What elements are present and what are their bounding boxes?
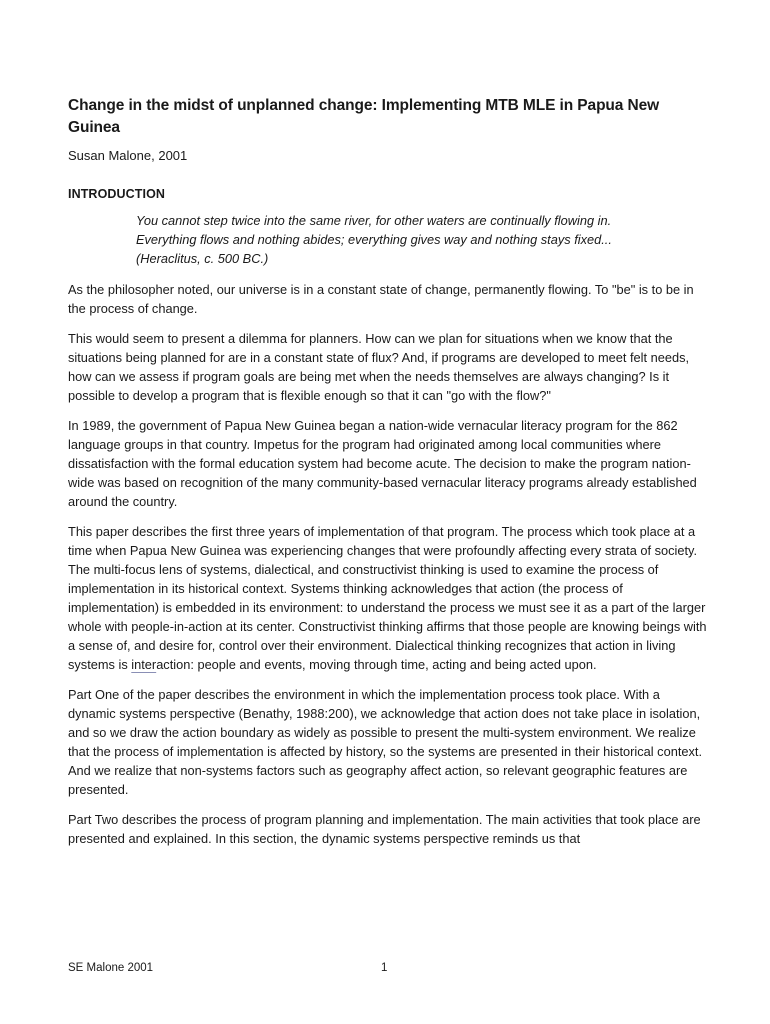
paragraph-2: This would seem to present a dilemma for planners. How can we plan for situations when we know that the situations being planned for are in a constant state of flux? And, if programs are developed to meet felt needs, how can we assess if program goals are being met when the needs themselves are always changing? Is it possible to develop a program that is flexible enough so that it can "go with the flow?" bbox=[68, 331, 690, 403]
paragraph-6: Part Two describes the process of program planning and implementation. The main activities that took place are presented and explained. In this section, the dynamic systems perspective reminds us that bbox=[68, 812, 701, 846]
paragraph-4-text-before: This paper describes the first three years of implementation of that program. The process which took place at a time when Papua New Guinea was experiencing changes that were profoundly affecting every strata of society. The multi-focus lens of systems, dialectical, and constructivist thinking is used to examine the process of implementation in its historical context. Systems thinking acknowledges that action (the process of implementation) is embedded in its environment: to understand the process we must see it as a part of the larger whole with people-in-action at its center. Constructivist thinking affirms that those people are knowing beings with a sense of, and desire for, control over their environment. Dialectical thinking recognizes that action in living systems is bbox=[68, 524, 707, 672]
paragraph-3: In 1989, the government of Papua New Guinea began a nation-wide vernacular literacy program for the 862 language groups in that country. Impetus for the program had originated among local communities where dissatisfaction with the formal education system had become acute. The decision to make the program nation-wide was based on recognition of the many community-based vernacular literacy programs already established around the country. bbox=[68, 418, 697, 509]
author-line: Susan Malone, 2001 bbox=[68, 148, 188, 163]
page-footer bbox=[68, 962, 708, 980]
epigraph-quote: You cannot step twice into the same river, for other waters are continually flowing in. Everything flows and nothing abides; everything gives way and nothing stays fixed... (Heraclitus, c. 500 BC.) bbox=[136, 213, 612, 266]
underlined-word: inter bbox=[131, 657, 157, 672]
page-number: 1 bbox=[381, 962, 388, 974]
document-title: Change in the midst of unplanned change: Implementing MTB MLE in Papua New Guinea bbox=[68, 97, 660, 136]
paragraph-1: As the philosopher noted, our universe is in a constant state of change, permanently flowing. To "be" is to be in the process of change. bbox=[68, 282, 694, 316]
paragraph-4 bbox=[68, 522, 708, 674]
paragraph-4-text-after: action: people and events, moving through time, acting and being acted upon. bbox=[156, 657, 597, 672]
footer-author: SE Malone 2001 bbox=[68, 962, 154, 974]
section-heading-introduction: INTRODUCTION bbox=[68, 187, 166, 201]
paragraph-5: Part One of the paper describes the environment in which the implementation process took place. With a dynamic systems perspective (Benathy, 1988:200), we acknowledge that action does not take place in isolation, and so we draw the action boundary as widely as possible to present the multi-system environment. We realize that the process of implementation is affected by history, so the systems are presented in their historical context. And we realize that non-systems factors such as geography affect action, so relevant geographic features are presented. bbox=[68, 687, 702, 797]
document-body bbox=[68, 95, 708, 859]
